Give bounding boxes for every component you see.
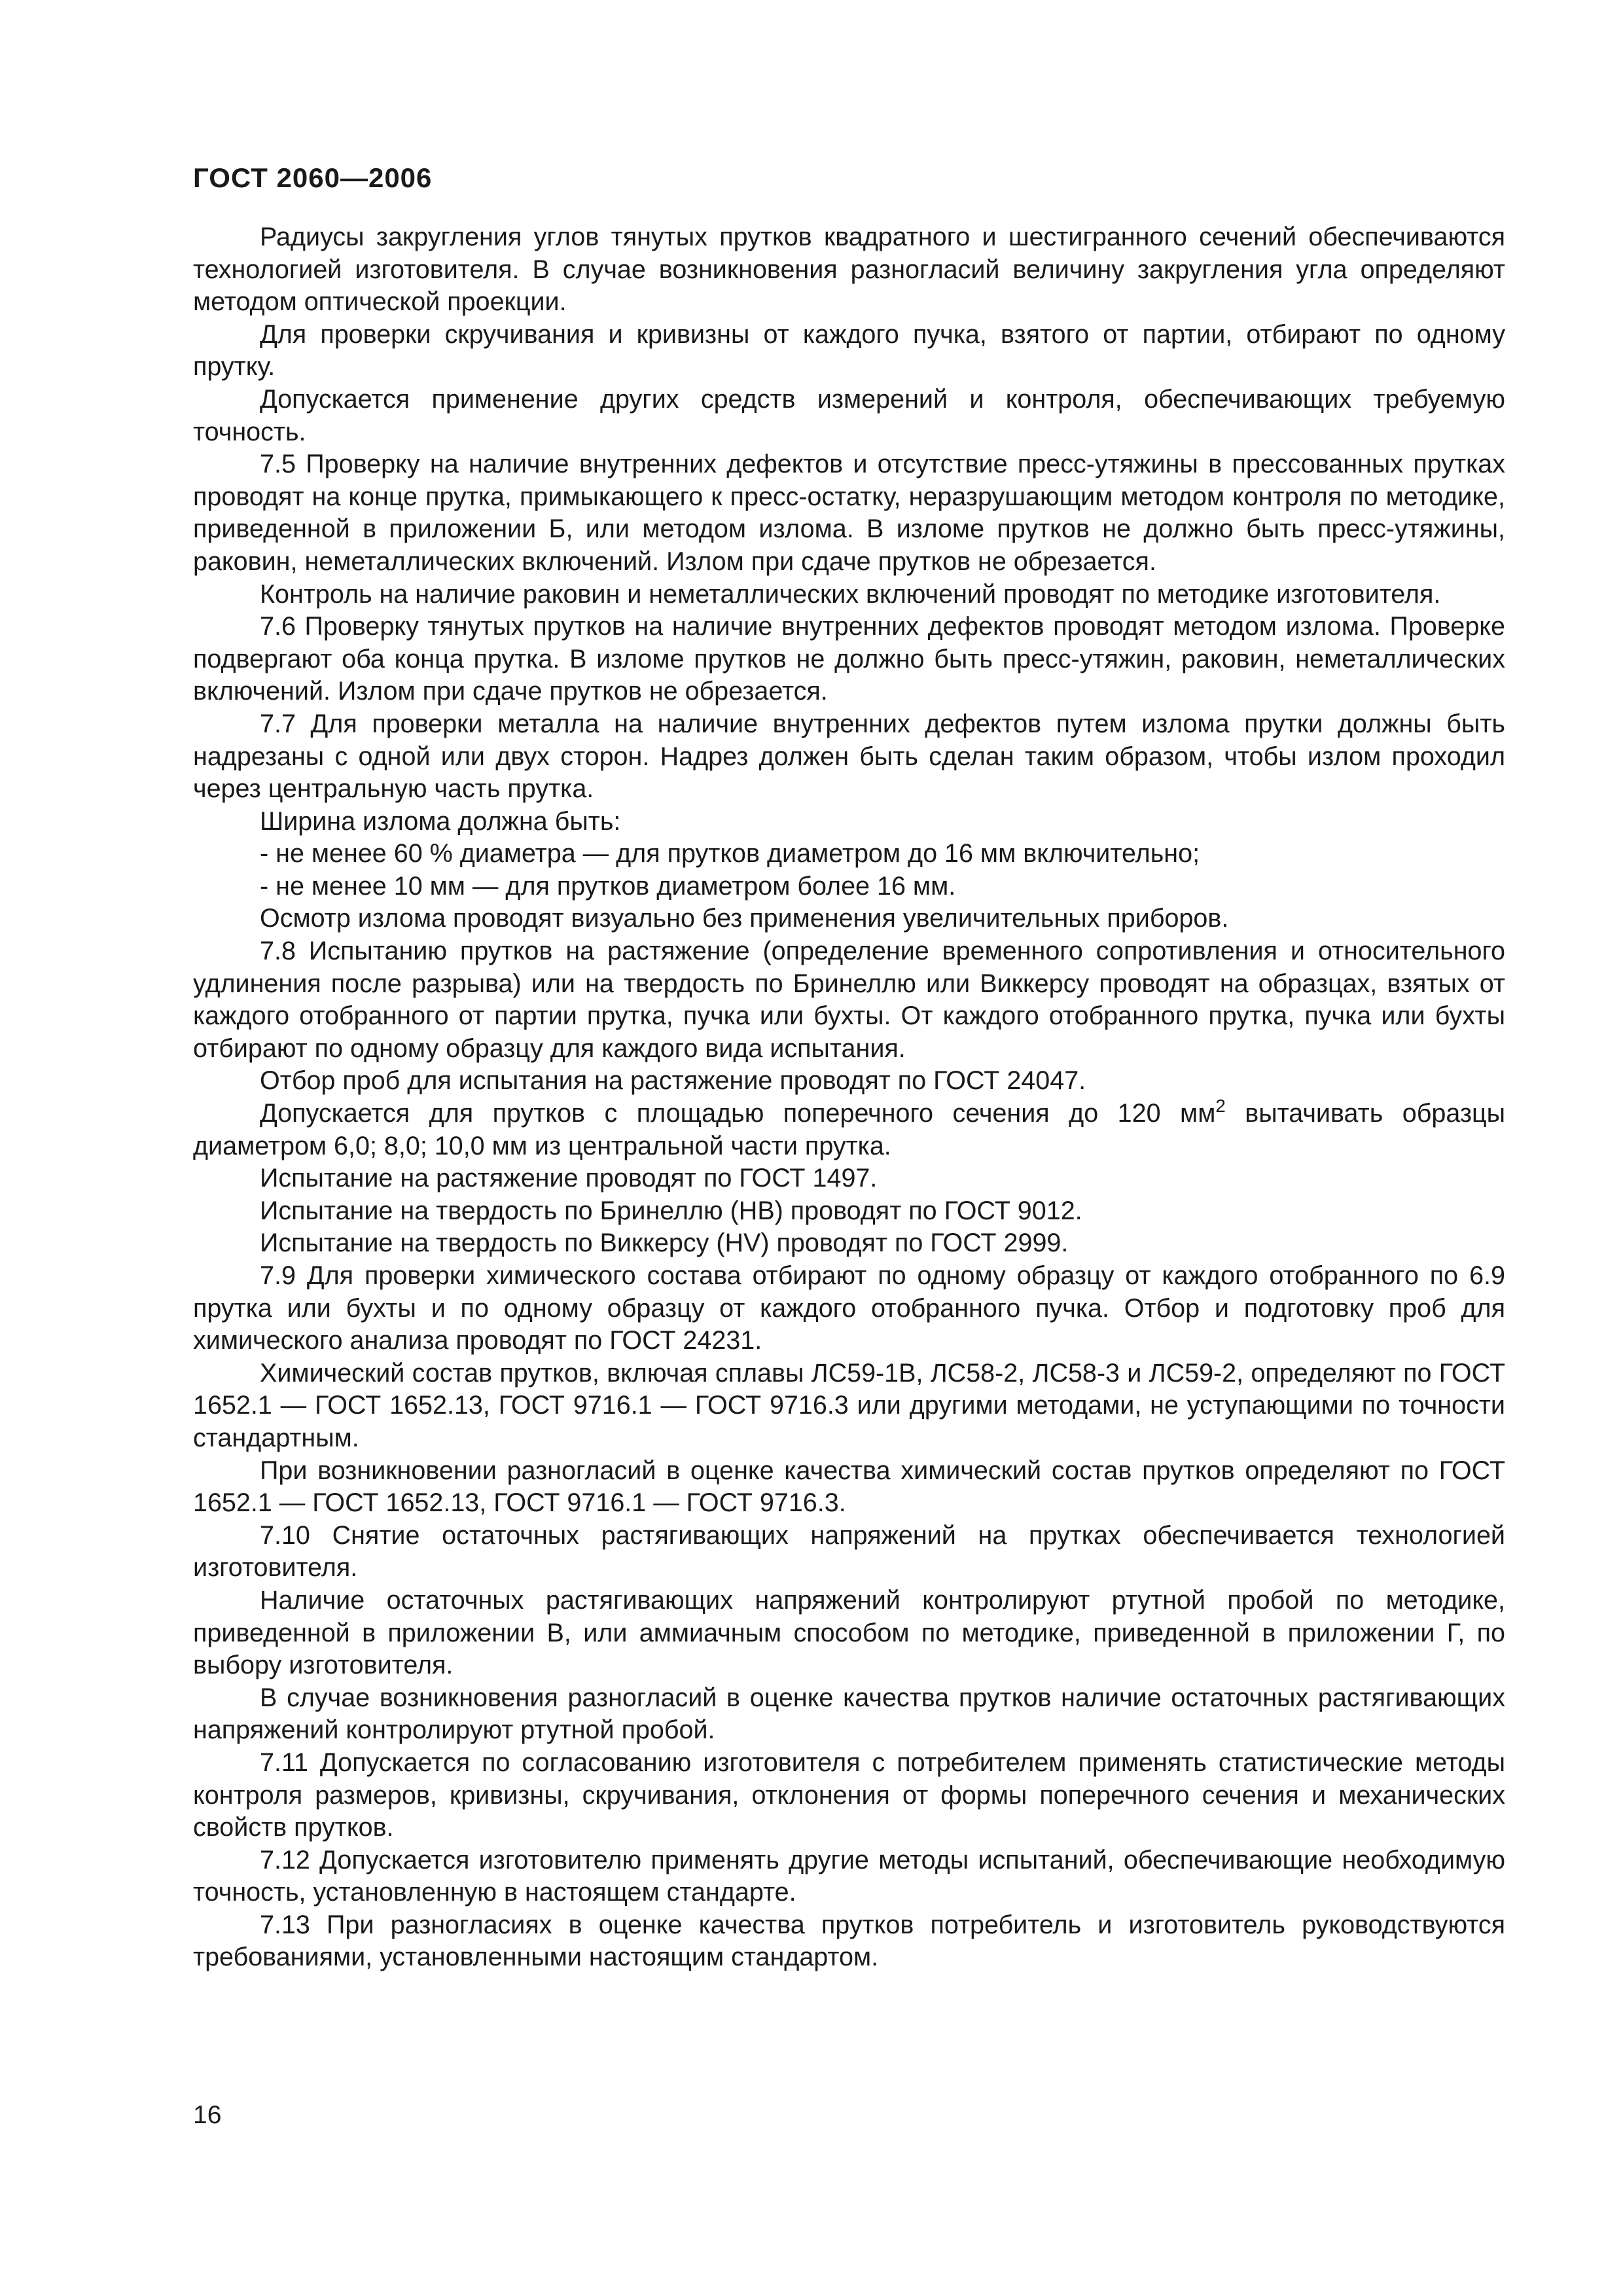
clause-7-6: 7.6 Проверку тянутых прутков на наличие внутренних дефектов проводят методом излома. Проверке подвергают оба конца прутка. В изломе прутков не должно быть пресс-утяжин, раковин, неметаллических включений. Излом при сдаче прутков не обрезается. — [193, 612, 1505, 706]
paragraph-fracture-width: Ширина излома должна быть: — [260, 806, 621, 836]
paragraph-corner-radii: Радиусы закругления углов тянутых прутков квадратного и шестигранного сечений обеспечиваются технологией изготовителя. В случае возникновения разногласий величину закругления угла определяют методом оптической проекции. — [193, 223, 1505, 317]
clause-7-8: 7.8 Испытанию прутков на растяжение (определение временного сопротивления и относительного удлинения после разрыва) или на твердость по Бринеллю или Виккерсу проводят на образцах, взятых от каждого отобранного от партии прутка, пучка или бухты. От каждого отобранного прутка, пучка или бухты отбирают по одному образцу для каждого вида испытания. — [193, 937, 1505, 1063]
clause-7-11: 7.11 Допускается по согласованию изготовителя с потребителем применять статистические методы контроля размеров, кривизны, скручивания, отклонения от формы поперечного сечения и механических свойств прутков. — [193, 1748, 1505, 1842]
document-header: ГОСТ 2060—2006 — [193, 162, 433, 193]
page-number: 16 — [193, 2101, 222, 2129]
paragraph-other-instruments: Допускается применение других средств измерений и контроля, обеспечивающих требуемую точность. — [193, 384, 1505, 446]
superscript-squared: 2 — [1215, 1095, 1226, 1116]
paragraph-vickers-test: Испытание на твердость по Виккерсу (HV) проводят по ГОСТ 2999. — [260, 1229, 1069, 1258]
paragraph-chemical-disputes: При возникновении разногласий в оценке качества химический состав прутков определяют по ГОСТ 1652.1 — ГОСТ 1652.13, ГОСТ 9716.1 — ГОСТ 9716.3. — [193, 1456, 1505, 1518]
paragraph-inclusions-control: Контроль на наличие раковин и неметаллических включений проводят по методике изготовителя. — [260, 579, 1441, 609]
paragraph-specimen-machining — [193, 1095, 1505, 1162]
clause-7-13: 7.13 При разногласиях в оценке качества прутков потребитель и изготовитель руководствуются требованиями, установленными настоящим стандартом. — [193, 1910, 1505, 1972]
list-item-10-mm: - не менее 10 мм — для прутков диаметром более 16 мм. — [260, 871, 956, 901]
paragraph-tensile-test: Испытание на растяжение проводят по ГОСТ 1497. — [260, 1164, 878, 1193]
list-item-60-percent: - не менее 60 % диаметра — для прутков диаметром до 16 мм включительно; — [260, 839, 1200, 869]
paragraph-residual-stress-control: Наличие остаточных растягивающих напряжений контролируют ртутной пробой по методике, приведенной в приложении В, или аммиачным способом по методике, приведенной в приложении Г, по выбору изготовителя. — [193, 1585, 1505, 1680]
clause-7-7: 7.7 Для проверки металла на наличие внутренних дефектов путем излома прутки должны быть надрезаны с одной или двух сторон. Надрез должен быть сделан таким образом, чтобы излом проходил через центральную часть прутка. — [193, 709, 1505, 804]
paragraph-brinell-test: Испытание на твердость по Бринеллю (НВ) проводят по ГОСТ 9012. — [260, 1196, 1082, 1225]
paragraph-residual-stress-disputes: В случае возникновения разногласий в оценке качества прутков наличие остаточных растягивающих напряжений контролируют ртутной пробой. — [193, 1683, 1505, 1745]
paragraph-twist-check: Для проверки скручивания и кривизны от каждого пучка, взятого от партии, отбирают по одному прутку. — [193, 319, 1505, 382]
clause-7-10: 7.10 Снятие остаточных растягивающих напряжений на прутках обеспечивается технологией изготовителя. — [193, 1520, 1505, 1583]
specimen-text-after: вытачивать образцы диаметром 6,0; 8,0; 10,0 мм из центральной части прутка. — [193, 1099, 1505, 1160]
document-body — [193, 221, 1505, 1974]
specimen-text-before: Допускается для прутков с площадью поперечного сечения до 120 мм — [260, 1099, 1216, 1128]
paragraph-tensile-sampling: Отбор проб для испытания на растяжение проводят по ГОСТ 24047. — [260, 1066, 1086, 1096]
paragraph-fracture-inspection: Осмотр излома проводят визуально без применения увеличительных приборов. — [260, 904, 1229, 933]
clause-7-9: 7.9 Для проверки химического состава отбирают по одному образцу от каждого отобранного по 6.9 прутка или бухты и по одному образцу от каждого отобранного пучка. Отбор и подготовку проб для химического анализа проводят по ГОСТ 24231. — [193, 1261, 1505, 1355]
paragraph-chemical-composition: Химический состав прутков, включая сплавы ЛС59-1В, ЛС58-2, ЛС58-3 и ЛС59-2, определяют по ГОСТ 1652.1 — ГОСТ 1652.13, ГОСТ 9716.1 — ГОСТ 9716.3 или другими методами, не уступающими по точности стандартным. — [193, 1358, 1505, 1452]
clause-7-12: 7.12 Допускается изготовителю применять другие методы испытаний, обеспечивающие необходимую точность, установленную в настоящем стандарте. — [193, 1845, 1505, 1907]
clause-7-5: 7.5 Проверку на наличие внутренних дефектов и отсутствие пресс-утяжины в прессованных прутках проводят на конце прутка, примыкающего к пресс-остатку, неразрушающим методом контроля по методике, приведенной в приложении Б, или методом излома. В изломе прутков не должно быть пресс-утяжины, раковин, неметаллических включений. Излом при сдаче прутков не обрезается. — [193, 450, 1505, 576]
